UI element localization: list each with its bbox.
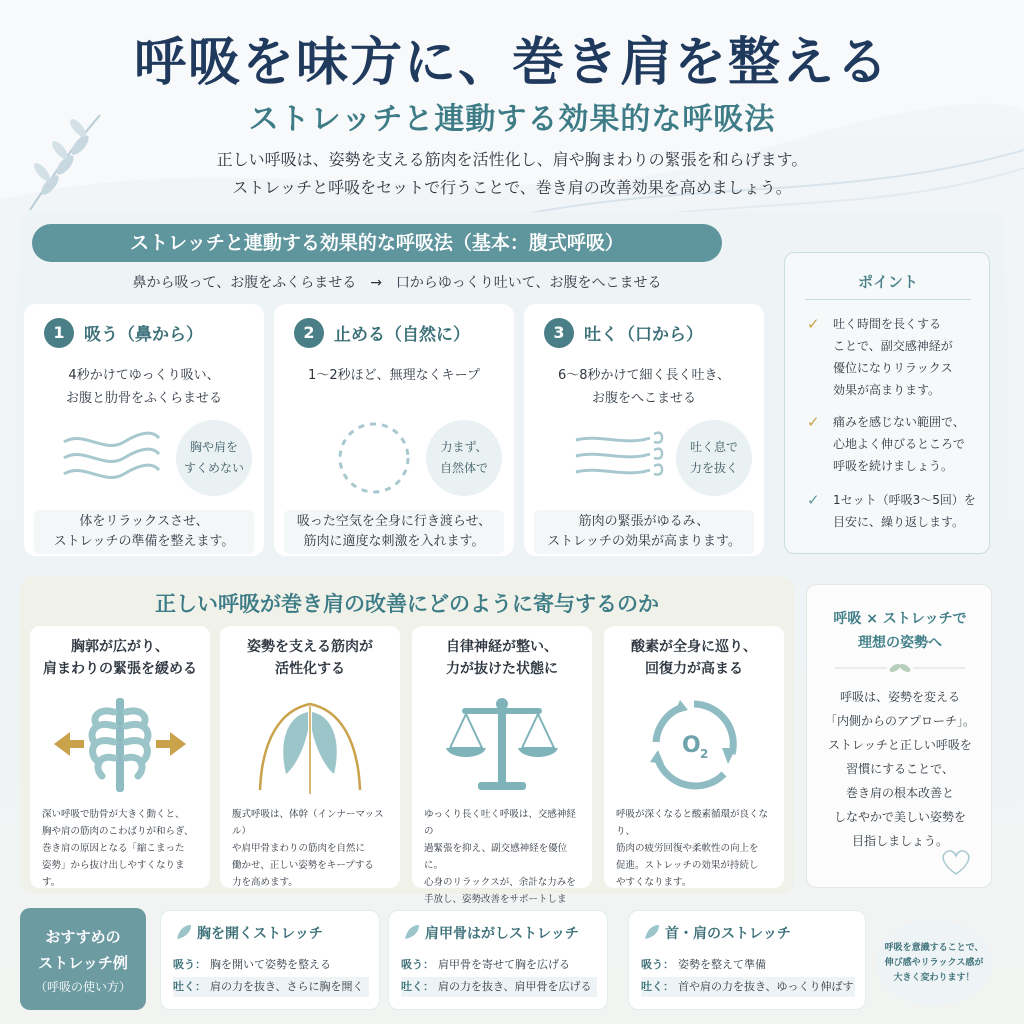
stretch-inhale: 吸う： 姿勢を整えて準備 [641,958,766,971]
oxygen-cycle-icon [624,690,764,800]
step-card-exhale [524,304,764,556]
breathing-heading: ストレッチと連動する効果的な呼吸法（基本：腹式呼吸） [32,224,722,262]
stretch-title: 肩甲骨はがしストレッチ [425,926,579,942]
breathing-tip-bubble: 呼吸を意識することで、 伸び感やリラックス感が 大きく変わります！ [876,920,992,1006]
stretch-exhale: 吐く： 肩の力を抜き、さらに胸を開く [173,977,369,997]
step-description: 6〜8秒かけて細く長く吐き、 お腹をへこませる [557,368,731,406]
stretch-card-neck [628,910,866,1010]
effect-card-muscles [220,626,400,888]
ideal-title: 呼吸 × ストレッチで 理想の姿勢へ [833,611,967,651]
step-description: 4秒かけてゆっくり吸い、 お腹と肋骨をふくらませる [65,368,222,406]
step-number: 1 [44,318,74,348]
page-subtitle: ストレッチと連動する効果的な呼吸法 [248,102,776,137]
point-item: 1セット（呼吸3〜5回）を 目安に、繰り返します。 [833,493,976,529]
svg-text:O: O [682,733,701,758]
points-divider [805,299,971,300]
recommend-title: おすすめの ストレッチ例 [38,928,128,972]
effect-text: 深い呼吸で肋骨が大きく動くと、 胸や肩の筋肉のこわばりが和らぎ、 巻き肩の原因となる「縮こまった 姿勢」から抜け出しやすくなります。 [42,809,194,888]
point-item: 吐く時間を長くする ことで、副交感神経が 優位になりリラックス 効果が高まります。 [833,317,953,397]
exhale-waves-icon [570,424,680,494]
step-effect: 吸った空気を全身に行き渡らせ、 筋肉に適度な刺激を入れます。 [284,510,504,554]
effect-card-ribcage [30,626,210,888]
point-item: 痛みを感じない範囲で、 心地よく伸びるところで 呼吸を続けましょう。 [833,415,965,473]
effect-title: 酸素が全身に巡り、 回復力が高まる [631,639,757,677]
effect-text: ゆっくり長く吐く呼吸は、交感神経の 過緊張を抑え、副交感神経を優位に。 心身のリラックスが、余計な力みを 手放し、姿勢改善をサポートしま [424,809,576,905]
leaf-icon [175,923,193,941]
effect-card-oxygen [604,626,784,888]
effects-heading: 正しい呼吸が巻き肩の改善にどのように寄与するのか [155,592,659,616]
leaf-icon [403,923,421,941]
stretch-card-scapula [388,910,608,1010]
step-tip-bubble: 胸や肩を すくめない [176,420,252,496]
stretch-exhale: 吐く： 肩の力を抜き、肩甲骨を広げる [401,977,597,997]
intro-text: 正しい呼吸は、姿勢を支える筋肉を活性化し、肩や胸まわりの緊張を和らげます。 ストレッチと呼吸をセットで行うことで、巻き肩の改善効果を高めましょう。 [216,150,808,197]
effect-title: 胸郭が広がり、 肩まわりの緊張を緩める [43,639,197,677]
step-effect: 筋肉の緊張がゆるみ、 ストレッチの効果が高まります。 [534,510,754,554]
check-icon: ✓ [807,413,820,431]
recommend-subtitle: （呼吸の使い方） [34,980,131,994]
stretch-card-chest [160,910,380,1010]
effect-text: 腹式呼吸は、体幹（インナーマッスル） や肩甲骨まわりの筋肉を自然に 働かせ、正しい姿勢をキープする 力を高めます。 [232,809,384,888]
leaf-icon [643,923,661,941]
effect-title: 自律神経が整い、 力が抜けた状態に [446,639,558,677]
step-tip-bubble: 吐く息で 力を抜く [676,420,752,496]
step-title: 吸う（鼻から） [84,325,203,345]
effect-card-nerves [412,626,592,905]
step-card-hold [274,304,514,556]
recommend-label [20,908,146,1010]
effect-title: 姿勢を支える筋肉が 活性化する [247,639,373,677]
svg-text:2: 2 [700,747,709,761]
stretch-title: 首・肩のストレッチ [665,926,791,942]
step-title: 止める（自然に） [334,325,470,345]
page-title: 呼吸を味方に、巻き肩を整える [133,32,890,93]
step-description: 1〜2秒ほど、無理なくキープ [308,368,480,383]
stretch-inhale: 吸う： 肩甲骨を寄せて胸を広げる [401,958,570,971]
step-number: 3 [544,318,574,348]
points-panel [784,252,990,554]
dashed-circle-icon [304,418,414,498]
step-title: 吐く（口から） [584,325,703,345]
stretch-inhale: 吸う： 胸を開いて姿勢を整える [173,958,331,971]
air-waves-icon [54,424,164,494]
ribcage-icon [50,690,190,800]
back-muscles-icon [240,690,380,800]
balance-scale-icon [432,690,572,800]
stretch-exhale: 吐く： 首や肩の力を抜き、ゆっくり伸ばす [641,977,855,997]
effect-text: 呼吸が深くなると酸素循環が良くなり、 筋肉の疲労回復や柔軟性の向上を 促進。ストレッチの効果が持続し やすくなります。 [616,809,769,888]
step-number: 2 [294,318,324,348]
ideal-posture-panel [806,584,992,888]
leaf-divider-icon [835,661,965,675]
heart-icon [939,847,973,877]
stretch-title: 胸を開くストレッチ [197,926,323,942]
ideal-text: 呼吸は、姿勢を変える 「内側からのアプローチ」。 ストレッチと正しい呼吸を 習慣にすることで、 巻き肩の根本改善と しなやかで美しい姿勢を 目指しましょう。 [824,690,975,848]
points-title: ポイント [857,273,918,291]
check-icon: ✓ [807,491,820,509]
step-tip-bubble: 力まず、 自然体で [426,420,502,496]
breathing-flow: 鼻から吸って、お腹をふくらませる → 口からゆっくり吐いて、お腹をへこませる [132,275,662,291]
step-effect: 体をリラックスさせ、 ストレッチの準備を整えます。 [34,510,254,554]
step-card-inhale [24,304,264,556]
check-icon: ✓ [807,315,820,333]
